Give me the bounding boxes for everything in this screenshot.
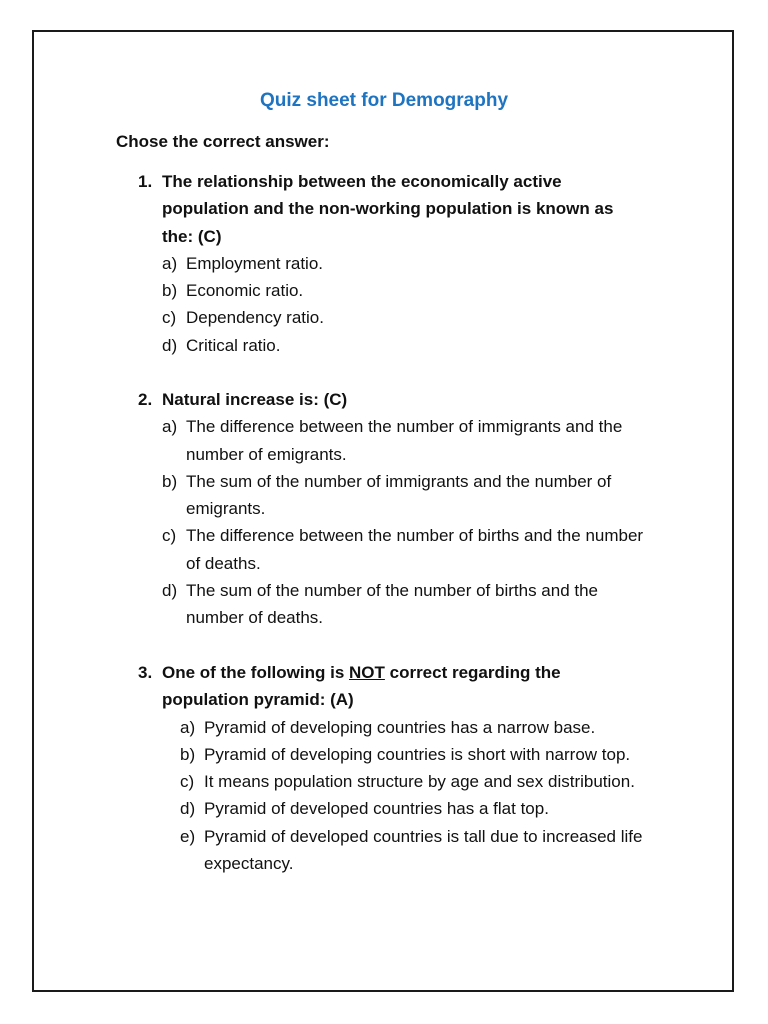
option-text: Critical ratio. — [186, 335, 281, 355]
question-stem-end: correct regarding the population pyramid: (A) — [162, 663, 561, 710]
option-text: It means population structure by age and sex distribution. — [204, 772, 635, 792]
option-text: Employment ratio. — [186, 253, 323, 273]
option-list — [0, 250, 768, 359]
question-number: 1. — [138, 172, 153, 191]
option-text: The sum of the number of immigrants and the number of emigrants. — [186, 471, 612, 519]
option-letter: e) — [180, 826, 196, 846]
option-text: The difference between the number of births and the number of deaths. — [186, 526, 644, 573]
question-text — [0, 659, 648, 714]
option-letter: d) — [162, 581, 178, 601]
option-text: Pyramid of developing countries has a narrow base. — [204, 717, 596, 737]
option-letter: c) — [162, 526, 177, 546]
question-stem: Natural increase is: (C) — [162, 390, 348, 409]
question-text — [0, 386, 648, 413]
option-letter: c) — [162, 308, 177, 328]
quiz-title: Quiz sheet for Demography — [259, 90, 509, 111]
question-3 — [0, 659, 768, 877]
option-letter: d) — [180, 799, 196, 819]
option-item — [0, 823, 654, 878]
option-text: Economic ratio. — [186, 281, 304, 301]
option-item — [0, 714, 654, 741]
option-letter: a) — [180, 717, 196, 737]
option-item — [0, 577, 652, 632]
option-text: Pyramid of developing countries is short with narrow top. — [204, 744, 631, 764]
option-letter: d) — [162, 335, 178, 355]
option-text: Pyramid of developed countries has a flat top. — [204, 799, 549, 819]
underlined-word: NOT — [349, 663, 385, 682]
option-list — [0, 413, 768, 631]
option-item — [0, 413, 652, 468]
option-letter: b) — [162, 281, 178, 301]
question-stem: The relationship between the economically active population and the non-working population is known as the: (C) — [162, 172, 614, 246]
question-text — [0, 168, 648, 250]
option-letter: a) — [162, 417, 178, 437]
option-item — [0, 768, 654, 795]
question-stem-start: One of the following is — [162, 663, 349, 682]
option-text: Pyramid of developed countries is tall due to increased life expectancy. — [204, 826, 643, 874]
option-item — [0, 332, 652, 359]
option-letter: b) — [162, 471, 178, 491]
question-1 — [0, 168, 768, 359]
option-letter: b) — [180, 744, 196, 764]
option-text: Dependency ratio. — [186, 308, 324, 328]
option-item — [0, 250, 652, 277]
option-letter: a) — [162, 253, 178, 273]
option-item — [0, 741, 654, 768]
option-item — [0, 522, 652, 577]
option-text: The sum of the number of the number of births and the number of deaths. — [186, 581, 599, 628]
option-item — [0, 795, 654, 822]
option-item — [0, 468, 652, 523]
option-item — [0, 277, 652, 304]
option-letter: c) — [180, 772, 195, 792]
question-2 — [0, 386, 768, 632]
option-text: The difference between the number of immigrants and the number of emigrants. — [186, 417, 623, 464]
instruction-text: Chose the correct answer: — [116, 132, 330, 151]
question-number: 3. — [138, 663, 153, 682]
option-list — [0, 714, 768, 878]
question-number: 2. — [138, 390, 153, 409]
option-item — [0, 304, 652, 331]
